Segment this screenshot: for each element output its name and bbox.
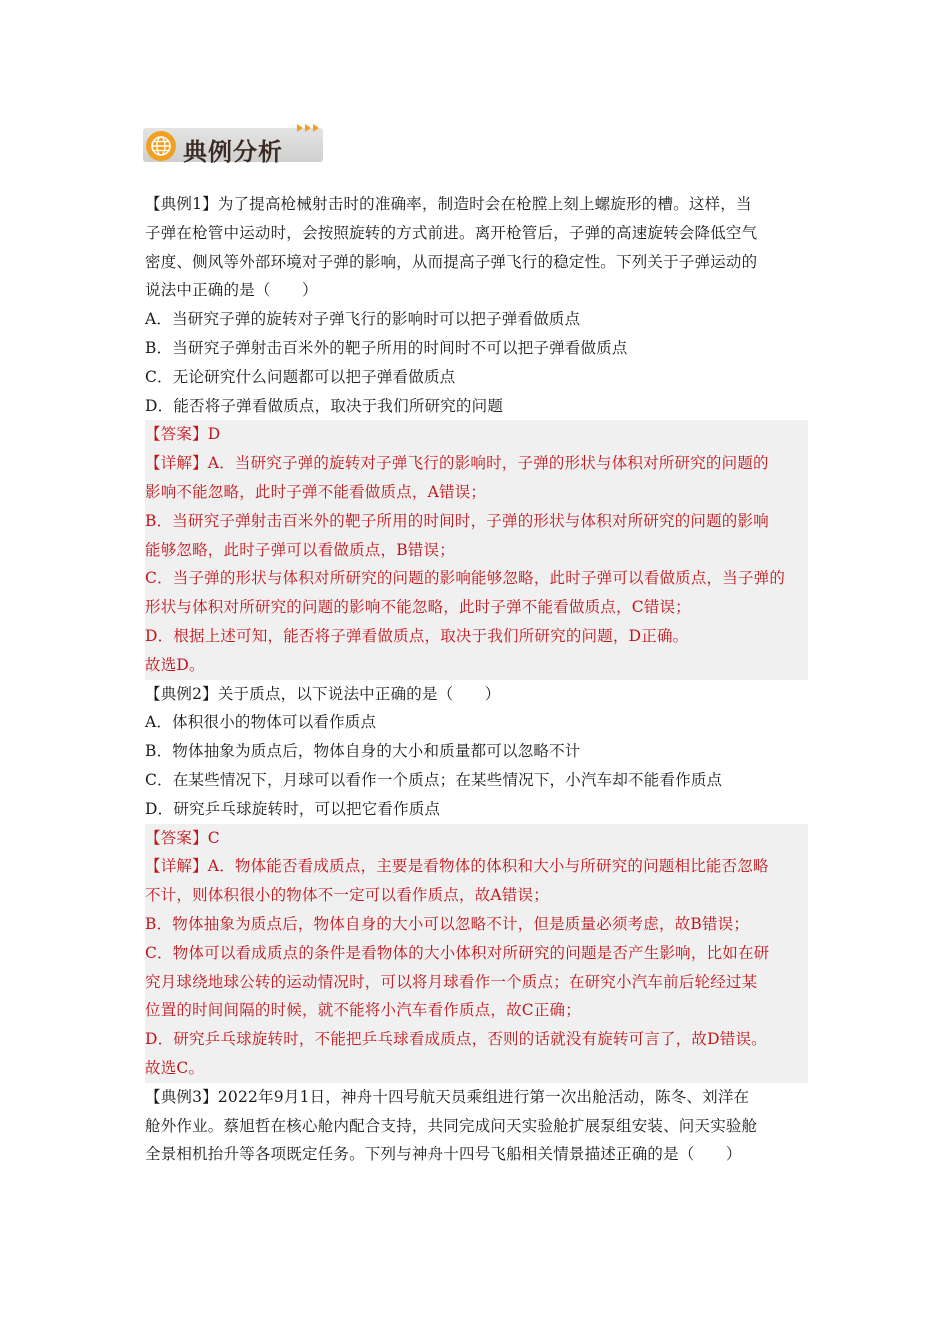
answer-line: 【答案】C	[145, 828, 220, 847]
option-item: C．无论研究什么问题都可以把子弹看做质点	[145, 367, 456, 386]
explanation-line: 形状与体积对所研究的问题的影响不能忽略，此时子弹不能看做质点，C错误；	[145, 598, 691, 617]
option-item: B．当研究子弹射击百米外的靶子所用的时间时不可以把子弹看做质点	[145, 338, 628, 357]
question-stem	[145, 680, 808, 709]
explanation-line: 故选C。	[145, 1058, 205, 1077]
answer-line: 【答案】D	[145, 425, 221, 444]
explanation-line: C．当子弹的形状与体积对所研究的问题的影响能够忽略，此时子弹可以看做质点，当子弹的	[145, 569, 786, 588]
question-line: 【典例3】2022年9月1日，神舟十四号航天员乘组进行第一次出舱活动，陈冬、刘洋在	[145, 1087, 750, 1106]
explanation-line: 究月球绕地球公转的运动情况时，可以将月球看作一个质点；在研究小汽车前后轮经过某	[145, 972, 758, 991]
section-header	[143, 122, 323, 166]
option-item: C．在某些情况下，月球可以看作一个质点；在某些情况下，小汽车却不能看作质点	[145, 770, 723, 789]
question-line: 舱外作业。蔡旭哲在核心舱内配合支持，共同完成问天实验舱扩展泵组安装、问天实验舱	[145, 1116, 758, 1135]
explanation-line: D．根据上述可知，能否将子弹看做质点，取决于我们所研究的问题，D正确。	[145, 626, 689, 645]
question-line: 【典例1】为了提高枪械射击时的准确率，制造时会在枪膛上刻上螺旋形的槽。这样，当	[145, 195, 752, 213]
section-title: 典例分析	[183, 138, 283, 166]
question-line: 【典例2】关于质点，以下说法中正确的是（ ）	[145, 684, 501, 703]
explanation-line: 能够忽略，此时子弹可以看做质点，B错误；	[145, 540, 455, 559]
example-3	[145, 1083, 808, 1169]
example-1	[145, 190, 808, 680]
explanation-line: B．当研究子弹射击百米外的靶子所用的时间时，子弹的形状与体积对所研究的问题的影响	[145, 511, 769, 530]
option-item: A．体积很小的物体可以看作质点	[145, 713, 377, 732]
explanation-line: 位置的时间间隔的时候，就不能将小汽车看作质点，故C正确；	[145, 1001, 581, 1020]
globe-icon	[146, 131, 176, 161]
option-item: A．当研究子弹的旋转对子弹飞行的影响时可以把子弹看做质点	[145, 310, 581, 329]
question-line: 子弹在枪管中运动时，会按照旋转的方式前进。离开枪管后，子弹的高速旋转会降低空气	[145, 223, 758, 242]
option-item: D．能否将子弹看做质点，取决于我们所研究的问题	[145, 396, 504, 415]
example-2	[145, 680, 808, 1083]
question-stem	[145, 190, 808, 305]
explanation-line: B．物体抽象为质点后，物体自身的大小可以忽略不计，但是质量必须考虑，故B错误；	[145, 914, 750, 933]
explanation-line: 不计，则体积很小的物体不一定可以看作质点，故A错误；	[145, 886, 549, 905]
answer-block	[145, 420, 808, 679]
explanation-line: 故选D。	[145, 655, 205, 674]
question-stem	[145, 1083, 808, 1169]
explanation-line: 【详解】A．物体能否看成质点，主要是看物体的体积和大小与所研究的问题相比能否忽略	[145, 857, 769, 876]
explanation-line: 影响不能忽略，此时子弹不能看做质点，A错误；	[145, 482, 487, 501]
explanation-line: D．研究乒乓球旋转时，不能把乒乓球看成质点，否则的话就没有旋转可言了，故D错误。	[145, 1030, 767, 1049]
explanation-line: C．物体可以看成质点的条件是看物体的大小体积对所研究的问题是否产生影响，比如在研	[145, 943, 770, 962]
question-line: 密度、侧风等外部环境对子弹的影响，从而提高子弹飞行的稳定性。下列关于子弹运动的	[145, 252, 758, 271]
question-line: 全景相机抬升等各项既定任务。下列与神舟十四号飞船相关情景描述正确的是（ ）	[145, 1145, 742, 1164]
answer-block	[145, 824, 808, 1083]
option-list	[145, 305, 808, 420]
option-list	[145, 708, 808, 823]
arrows-icon	[297, 118, 321, 137]
explanation-line: 【详解】A．当研究子弹的旋转对子弹飞行的影响时，子弹的形状与体积对所研究的问题的	[145, 454, 769, 473]
question-line: 说法中正确的是（ ）	[145, 281, 318, 300]
document-body	[145, 190, 808, 1169]
option-item: B．物体抽象为质点后，物体自身的大小和质量都可以忽略不计	[145, 742, 581, 761]
option-item: D．研究乒乓球旋转时，可以把它看作质点	[145, 799, 441, 818]
